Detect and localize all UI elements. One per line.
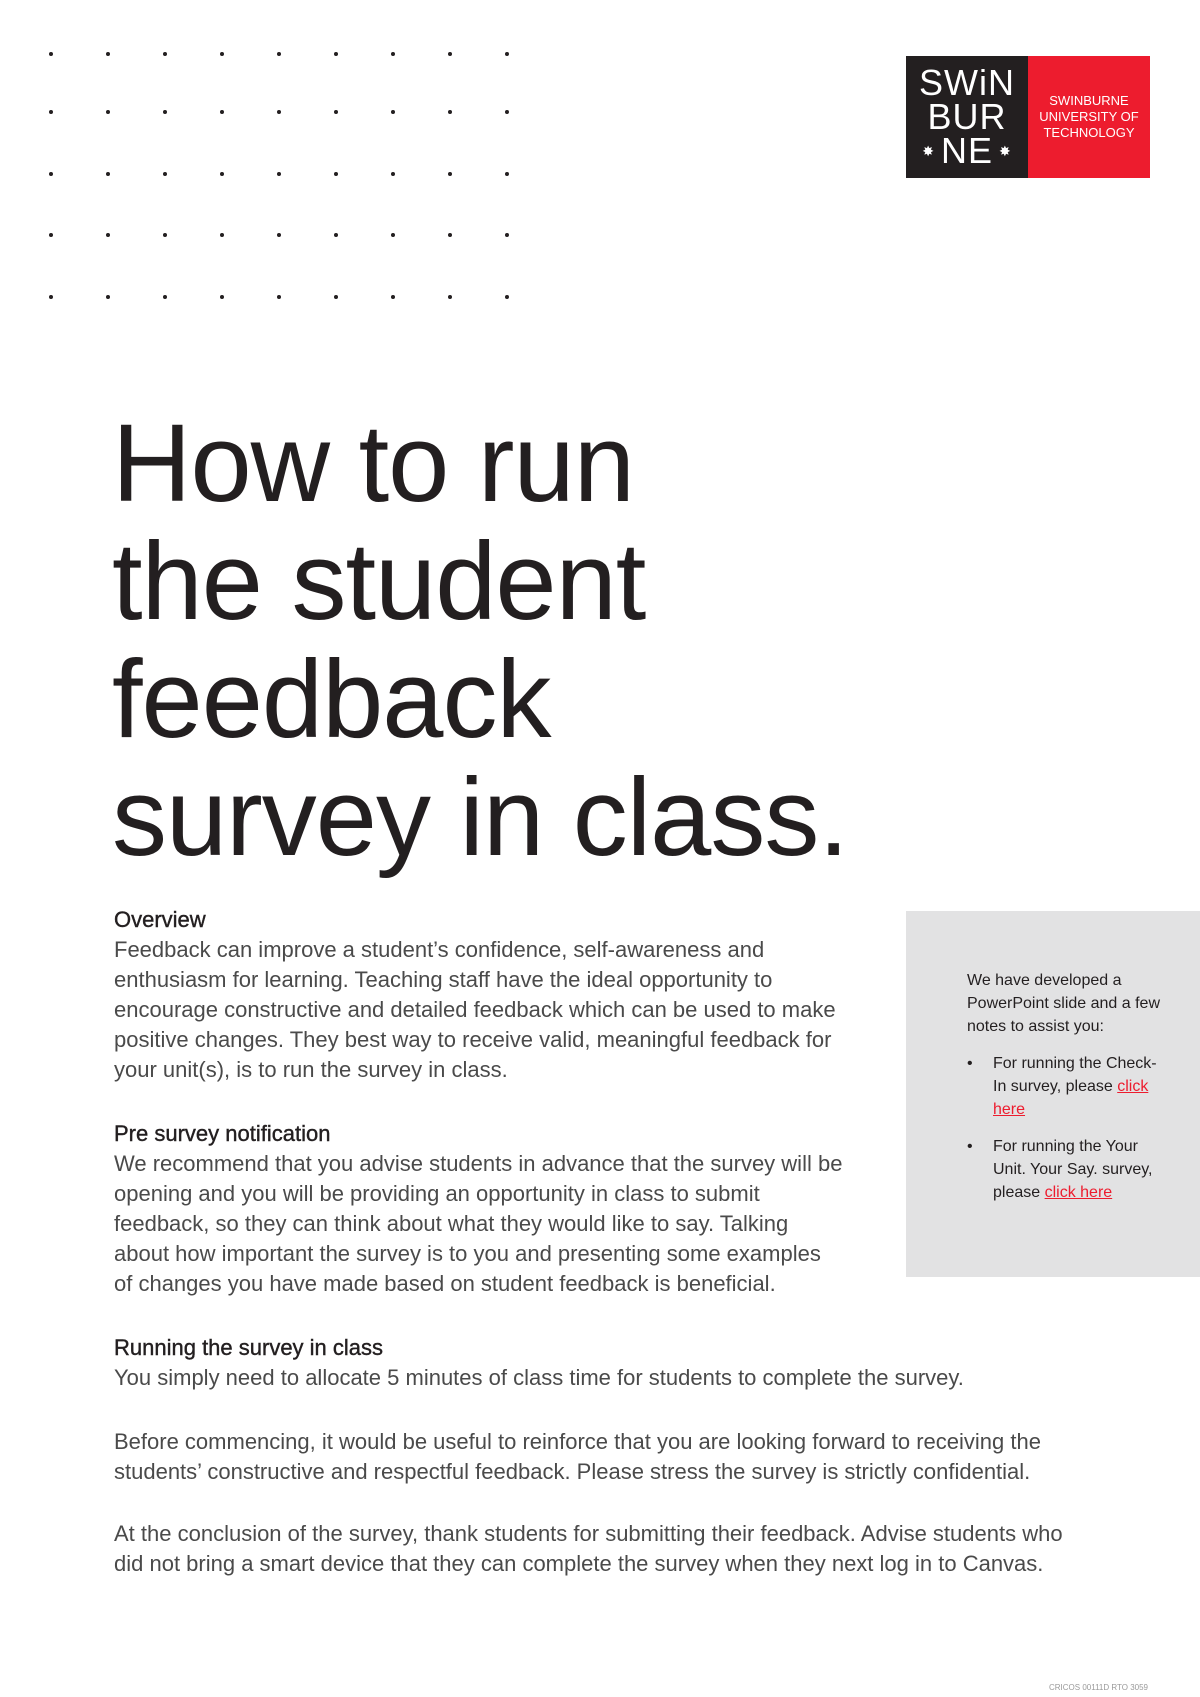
check-in-survey-link[interactable]: click here [993,1078,1149,1118]
logo-wordmark-line-3-group [922,130,1012,171]
your-unit-survey-link[interactable]: click here [1044,1184,1113,1201]
pre-survey-heading: Pre survey notification [114,1121,331,1146]
list-item [967,1052,1160,1121]
overview-heading: Overview [114,907,206,932]
main-content [114,905,1063,1611]
check-in-survey-text: For running the Check-In survey, please [993,1055,1157,1095]
page-title-line-4: survey in class. [112,756,848,879]
pre-survey-section [114,1119,914,1299]
logo-institution-line-2: UNIVERSITY OF [1039,109,1139,124]
star-icon: ✸ [922,143,935,159]
running-survey-body: You simply need to allocate 5 minutes of class time for students to complete the survey. [114,1365,964,1390]
before-commencing-paragraph: Before commencing, it would be useful to reinforce that you are looking forward to receiving the students’ constructive and respectful feedback. Please stress the survey is strictly confidential. [114,1429,1041,1484]
list-item [967,1135,1160,1204]
resources-list [967,1052,1160,1204]
cricos-footer: CRICOS 00111D RTO 3059 [1048,1683,1148,1692]
logo-institution-line-1: SWINBURNE [1049,93,1129,108]
page-title-line-3: feedback [112,638,551,761]
logo-wordmark-line-3: NE [940,130,993,171]
swinburne-logo [906,56,1150,178]
logo-wordmark-line-1: SWiN [919,62,1015,103]
overview-body: Feedback can improve a student’s confidence, self-awareness and enthusiasm for learning. Teaching staff have the ideal opportunity to encourage constructive and detailed feedback which can be used to make positive changes. They best way to receive valid, meaningful feedback for your unit(s), is to run the survey in class. [114,937,836,1082]
logo-wordmark [906,56,1028,178]
pre-survey-body: We recommend that you advise students in advance that the survey will be opening and you will be providing an opportunity in class to submit feedback, so they can think about what they would like to say. Talking about how important the survey is to you and presenting some examples of changes you have made based on student feedback is beneficial. [114,1151,843,1296]
your-unit-survey-text: For running the Your Unit. Your Say. survey, please [993,1138,1153,1201]
logo-institution-name [1028,56,1150,178]
page-title-line-1: How to run [112,402,634,525]
logo-institution-line-3: TECHNOLOGY [1043,125,1135,140]
decorative-dot-grid [0,0,560,320]
logo-wordmark-line-2: BUR [927,96,1007,137]
page-title-line-2: the student [112,520,646,643]
star-icon: ✸ [999,143,1012,159]
overview-section [114,905,914,1085]
resources-intro: We have developed a PowerPoint slide and a few notes to assist you: [967,972,1160,1035]
running-survey-section [114,1333,964,1393]
conclusion-paragraph: At the conclusion of the survey, thank students for submitting their feedback. Advise students who did not bring a smart device that they can complete the survey when they next log in to Canvas. [114,1521,1063,1576]
running-survey-heading: Running the survey in class [114,1335,384,1360]
page-title [112,402,848,879]
resources-panel [906,911,1200,1277]
